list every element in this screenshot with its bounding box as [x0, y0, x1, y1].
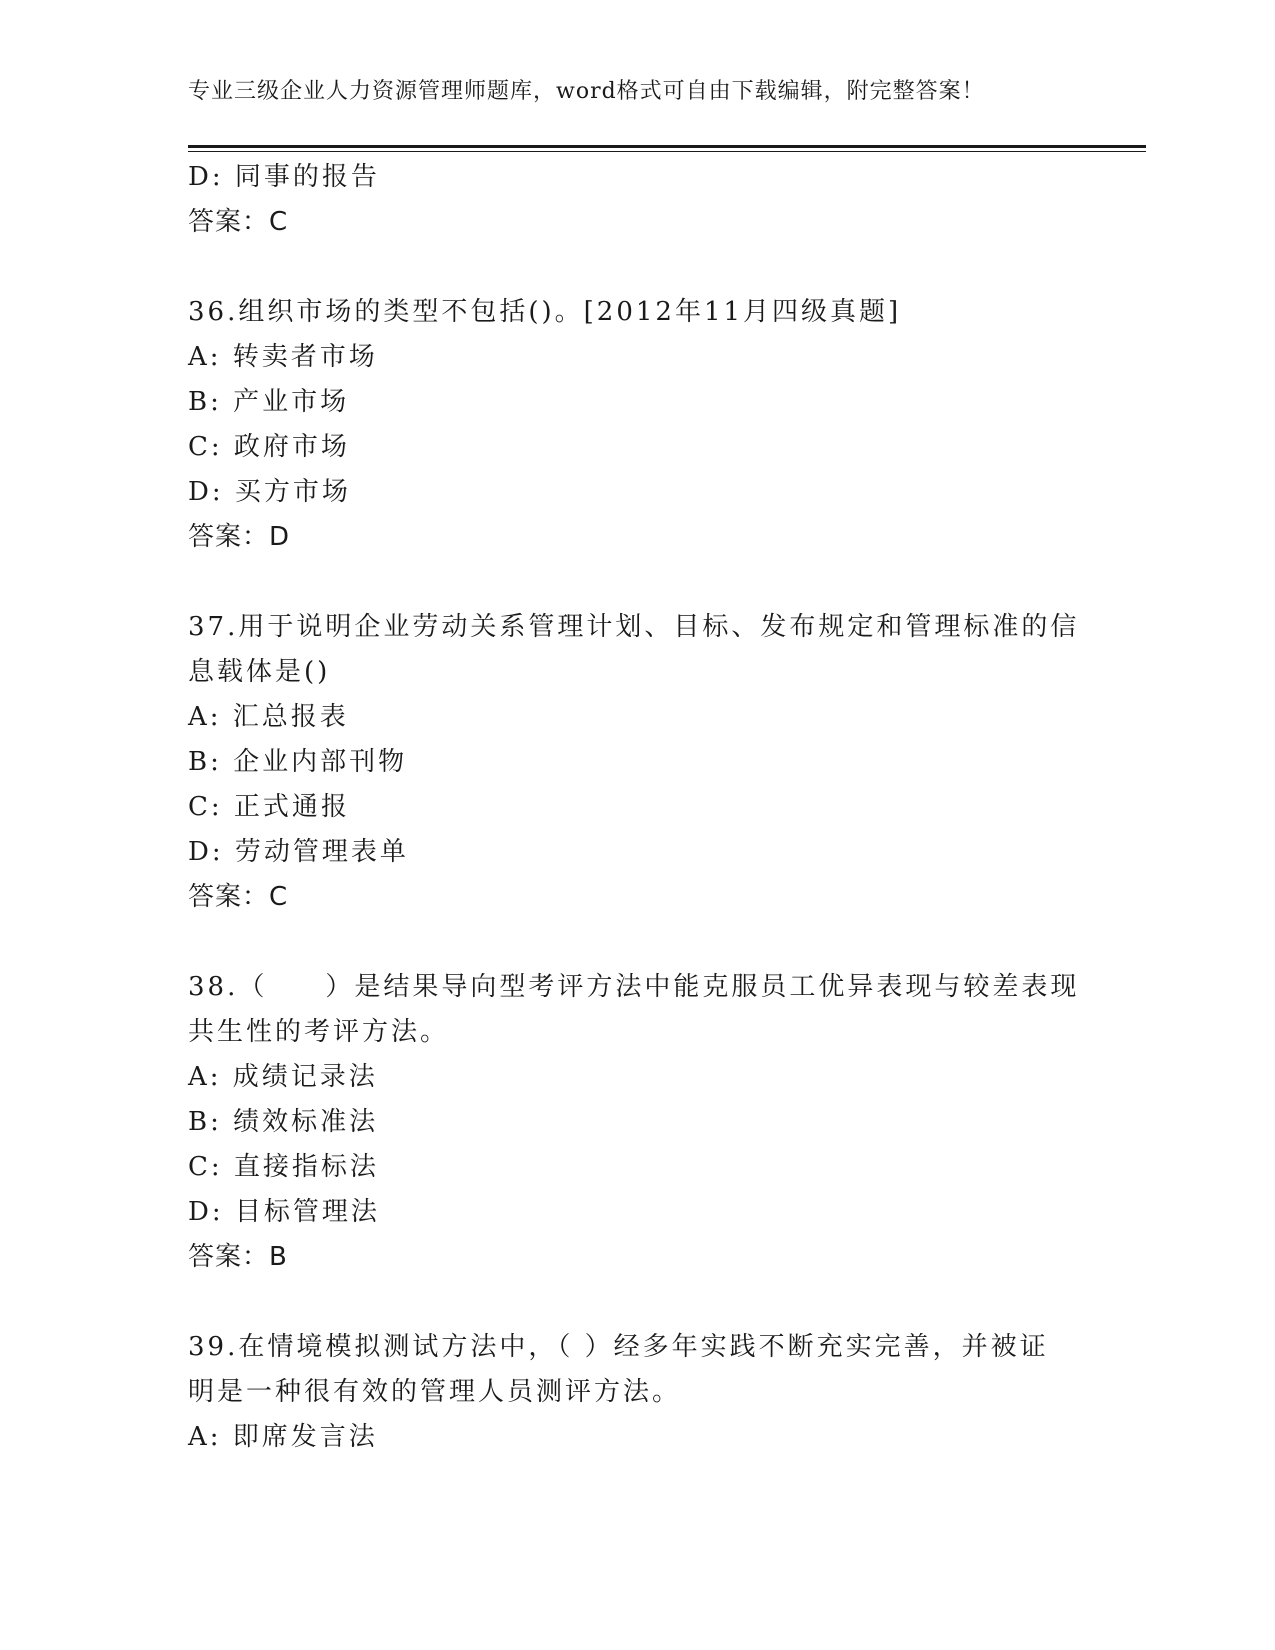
option-b: B: 产业市场: [188, 387, 350, 417]
question-stem-line-2: 息载体是(): [188, 657, 331, 687]
question-stem-line-2: 共生性的考评方法。: [188, 1017, 450, 1047]
option-c: C: 政府市场: [188, 432, 350, 462]
option-d: D: 目标管理法: [188, 1197, 380, 1227]
question-stem-line-1: 37.用于说明企业劳动关系管理计划、目标、发布规定和管理标准的信: [188, 612, 1080, 642]
answer-line: 答案：D: [188, 522, 291, 552]
option-a: A: 即席发言法: [188, 1422, 378, 1452]
question-content: [188, 155, 1088, 1460]
question-38: [188, 965, 1088, 1280]
question-36: [188, 290, 1088, 560]
option-b: B: 绩效标准法: [188, 1107, 379, 1137]
option-d: D: 同事的报告: [188, 162, 380, 192]
question-stem: 36.组织市场的类型不包括()。[2012年11月四级真题]: [188, 297, 902, 327]
spacer: [188, 920, 1088, 965]
spacer: [188, 1280, 1088, 1325]
option-a: A: 转卖者市场: [188, 342, 378, 372]
spacer: [188, 560, 1088, 605]
question-37: [188, 605, 1088, 920]
question-stem-line-1: 38.（ ）是结果导向型考评方法中能克服员工优异表现与较差表现: [188, 972, 1080, 1002]
option-b: B: 企业内部刊物: [188, 747, 408, 777]
header-rule-thin: [188, 151, 1146, 152]
option-c: C: 正式通报: [188, 792, 350, 822]
header-rule-thick: [188, 145, 1146, 148]
question-stem-line-2: 明是一种很有效的管理人员测评方法。: [188, 1377, 682, 1407]
option-a: A: 成绩记录法: [188, 1062, 378, 1092]
spacer: [188, 245, 1088, 290]
answer-line: 答案：B: [188, 1242, 288, 1272]
option-d: D: 买方市场: [188, 477, 351, 507]
option-a: A: 汇总报表: [188, 702, 349, 732]
question-stem-line-1: 39.在情境模拟测试方法中，（ ）经多年实践不断充实完善，并被证: [188, 1332, 1049, 1362]
option-d: D: 劳动管理表单: [188, 837, 409, 867]
option-c: C: 直接指标法: [188, 1152, 379, 1182]
page-header: 专业三级企业人力资源管理师题库，word格式可自由下载编辑，附完整答案！: [188, 79, 985, 104]
question-39: [188, 1325, 1088, 1460]
answer-line: 答案：C: [188, 882, 289, 912]
answer-line: 答案：C: [188, 207, 289, 237]
